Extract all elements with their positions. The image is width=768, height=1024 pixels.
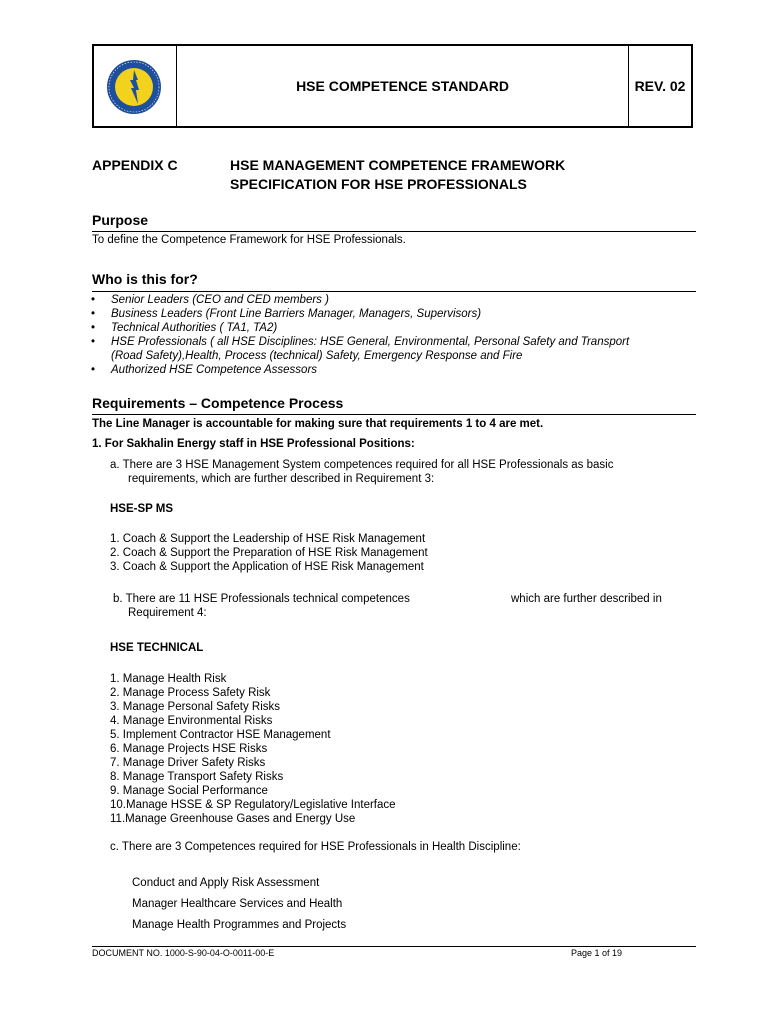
page-number: Page 1 of 19 — [571, 948, 623, 958]
appendix-label: APPENDIX C — [92, 157, 178, 173]
document-header — [92, 44, 693, 128]
requirement-a-line2: requirements, which are further described in Requirement 3: — [128, 473, 435, 485]
section-divider — [92, 231, 696, 232]
requirement-1: 1. For Sakhalin Energy staff in HSE Professional Positions: — [92, 438, 415, 450]
sp-item: 3. Coach & Support the Application of HSE Risk Management — [110, 561, 424, 573]
who-heading: Who is this for? — [92, 271, 198, 287]
tech-item: 2. Manage Process Safety Risk — [110, 687, 271, 699]
requirement-b-line1-start: b. There are 11 HSE Professionals technical competences — [113, 593, 410, 605]
sp-item: 2. Coach & Support the Preparation of HSE Risk Management — [110, 547, 428, 559]
tech-item: 7. Manage Driver Safety Risks — [110, 757, 266, 769]
requirement-b-line2: Requirement 4: — [128, 607, 207, 619]
tech-item: 6. Manage Projects HSE Risks — [110, 743, 268, 755]
accountable-statement: The Line Manager is accountable for making sure that requirements 1 to 4 are met. — [92, 418, 544, 430]
tech-item: 10.Manage HSSE & SP Regulatory/Legislative Interface — [110, 799, 396, 811]
sakhalin-energy-logo — [105, 58, 163, 116]
document-number: DOCUMENT NO. 1000-S-90-04-O-0011-00-E — [92, 948, 275, 958]
list-item: • Business Leaders (Front Line Barriers Manager, Managers, Supervisors) — [91, 307, 701, 321]
hse-sp-ms-heading: HSE-SP MS — [110, 503, 174, 515]
tech-item: 4. Manage Environmental Risks — [110, 715, 273, 727]
sp-item: 1. Coach & Support the Leadership of HSE Risk Management — [110, 533, 426, 545]
logo-cell — [94, 46, 177, 126]
section-divider — [92, 414, 696, 415]
health-item: Manager Healthcare Services and Health — [132, 898, 343, 910]
tech-item: 11.Manage Greenhouse Gases and Energy Use — [110, 813, 356, 825]
health-item: Manage Health Programmes and Projects — [132, 919, 347, 931]
audience-list — [91, 293, 701, 377]
hse-technical-heading: HSE TECHNICAL — [110, 642, 204, 654]
appendix-title-line1: HSE MANAGEMENT COMPETENCE FRAMEWORK — [230, 157, 566, 173]
tech-item: 9. Manage Social Performance — [110, 785, 268, 797]
purpose-heading: Purpose — [92, 212, 149, 228]
list-item-continuation: (Road Safety),Health, Process (technical) Safety, Emergency Response and Fire — [111, 350, 523, 362]
list-item: • Authorized HSE Competence Assessors — [91, 363, 701, 377]
footer-divider — [92, 946, 696, 947]
tech-item: 1. Manage Health Risk — [110, 673, 227, 685]
purpose-text: To define the Competence Framework for HSE Professionals. — [92, 234, 406, 246]
list-item: • HSE Professionals ( all HSE Disciplines: HSE General, Environmental, Personal Safety and Transport — [91, 335, 701, 349]
tech-item: 5. Implement Contractor HSE Management — [110, 729, 331, 741]
requirement-b-line1-end: which are further described in — [511, 593, 662, 605]
section-divider — [92, 291, 696, 292]
list-item: • Senior Leaders (CEO and CED members ) — [91, 293, 701, 307]
requirement-c: c. There are 3 Competences required for HSE Professionals in Health Discipline: — [110, 841, 521, 853]
document-title: HSE COMPETENCE STANDARD — [296, 78, 509, 94]
requirement-a-line1: a. There are 3 HSE Management System competences required for all HSE Professionals as basic — [110, 459, 614, 471]
appendix-title-line2: SPECIFICATION FOR HSE PROFESSIONALS — [230, 176, 527, 192]
tech-item: 8. Manage Transport Safety Risks — [110, 771, 284, 783]
revision-label: REV. 02 — [628, 46, 691, 126]
health-item: Conduct and Apply Risk Assessment — [132, 877, 320, 889]
tech-item: 3. Manage Personal Safety Risks — [110, 701, 281, 713]
list-item: • Technical Authorities ( TA1, TA2) — [91, 321, 701, 335]
requirements-heading: Requirements – Competence Process — [92, 395, 344, 411]
